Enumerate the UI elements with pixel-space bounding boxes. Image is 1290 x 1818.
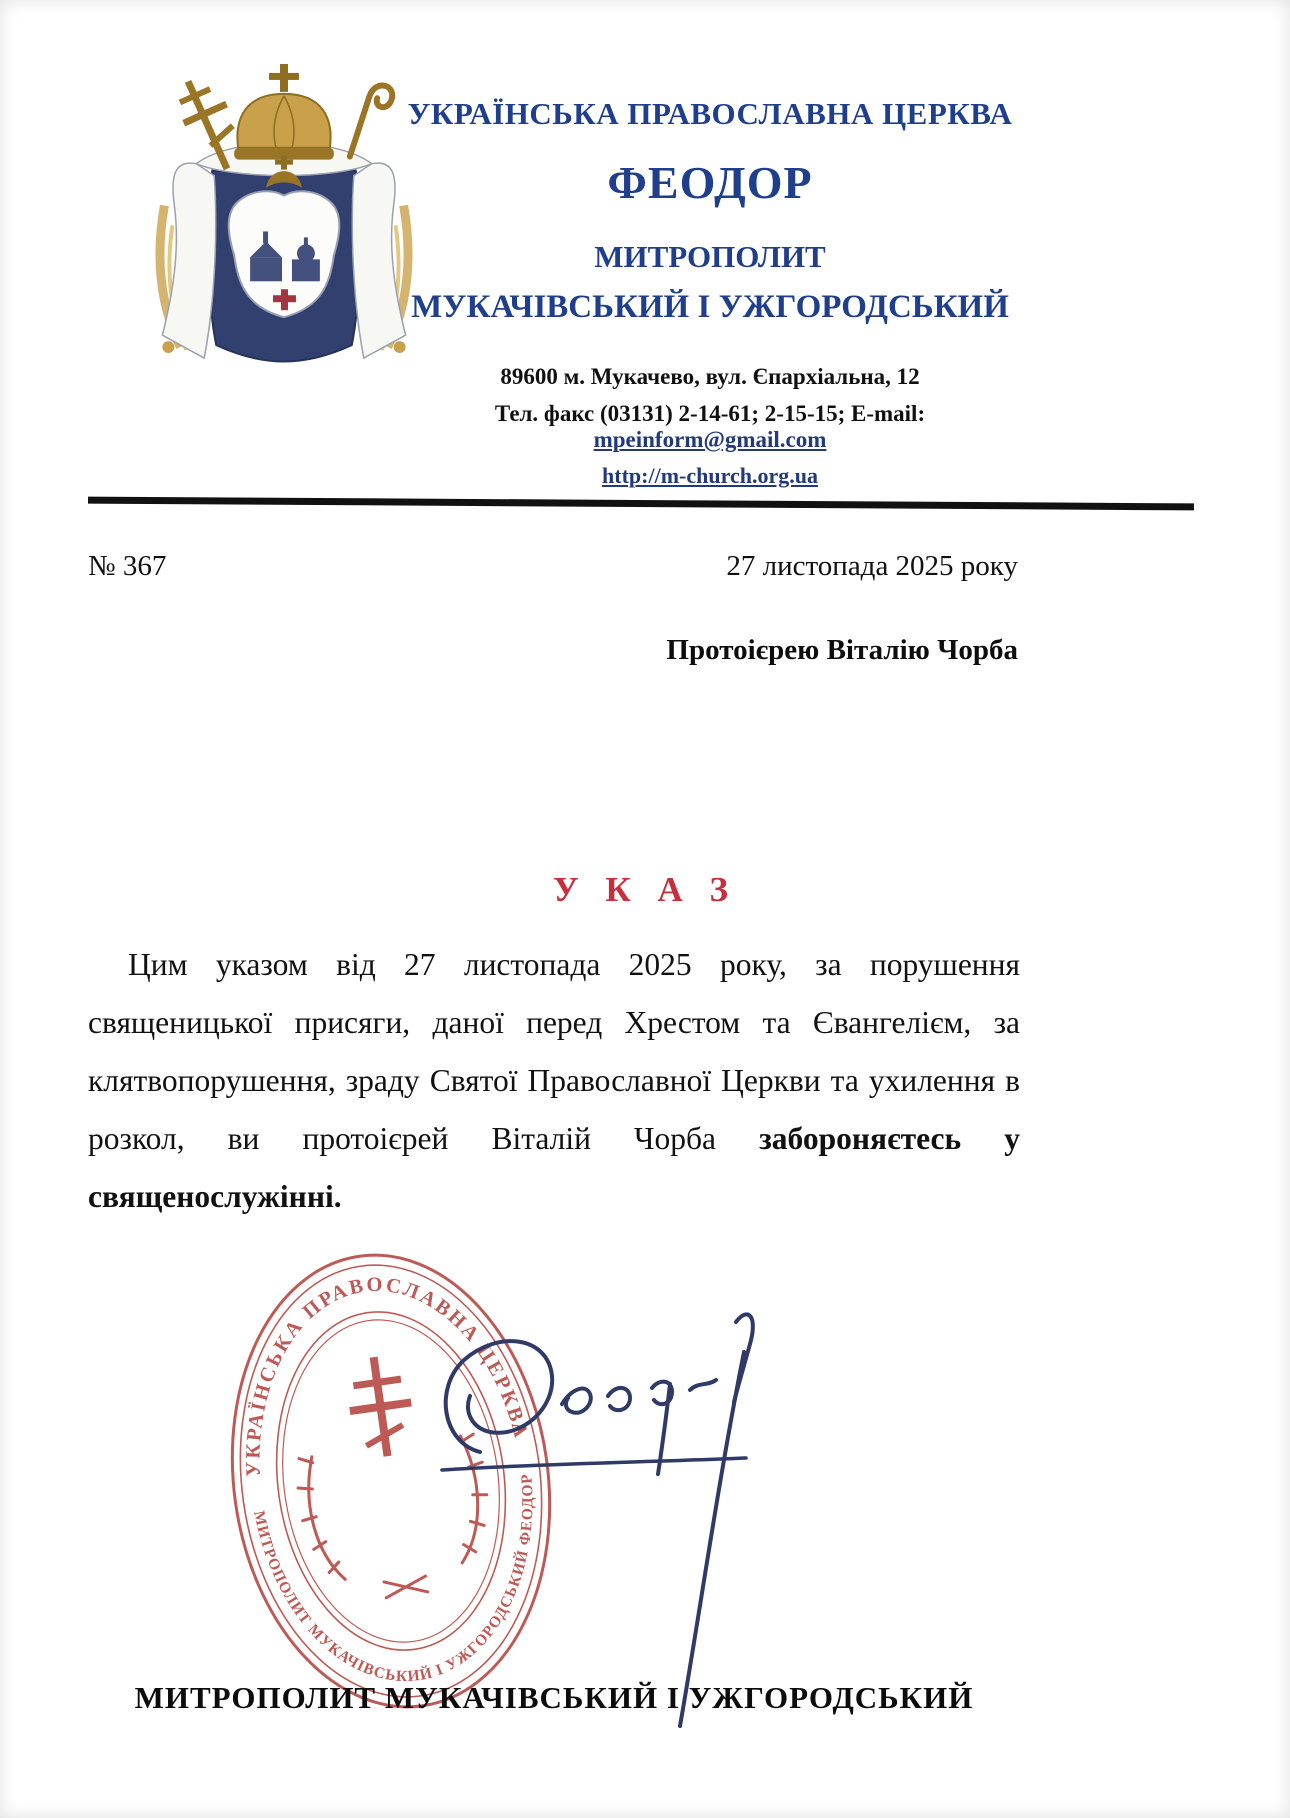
addressee: Протоієрею Віталію Чорба — [666, 634, 1018, 666]
document-date: 27 листопада 2025 року — [726, 550, 1018, 582]
primate-title-line2: МУКАЧІВСЬКИЙ І УЖГОРОДСЬКИЙ — [411, 289, 1009, 325]
decree-heading: У К А З — [552, 870, 738, 909]
signatory-title: МИТРОПОЛИТ МУКАЧІВСЬКИЙ І УЖГОРОДСЬКИЙ — [134, 1680, 974, 1715]
primate-title-line1: МИТРОПОЛИТ — [594, 239, 826, 274]
address-line: 89600 м. Мукачево, вул. Єпархіальна, 12 — [500, 364, 920, 389]
decree-text-bold: забороняєтесь у священослужінні. — [88, 1121, 1020, 1214]
letterhead — [398, 96, 1022, 489]
signature-icon — [412, 1292, 774, 1734]
website-link: http://m-church.org.ua — [602, 463, 818, 488]
church-name: УКРАЇНСЬКА ПРАВОСЛАВНА ЦЕРКВА — [407, 96, 1013, 131]
decree-text-regular: Цим указом від 27 листопада 2025 року, за порушення священицької присяги, даної перед Хрестом та Євангелієм, за клятвопорушення, зраду Святої Православної Церкви та ухилення в розкол, ви протоієрей Віталій Чорба — [88, 947, 1020, 1156]
phone-numbers: Тел. факс (03131) 2-14-61; 2-15-15; E-mail: — [494, 401, 926, 426]
primate-name: ФЕОДОР — [607, 157, 813, 208]
decree-body — [88, 936, 1020, 1226]
document-number: № 367 — [88, 550, 167, 582]
letterhead-divider — [88, 497, 1194, 511]
seal-ring-text-bottom: МИТРОПОЛИТ МУКАЧІВСЬКИЙ І УЖГОРОДСЬКИЙ ФЕОДОР — [250, 1472, 537, 1686]
seal-ring-text-top: УКРАЇНСЬКА ПРАВОСЛАВНА ЦЕРКВА — [242, 1273, 533, 1477]
meta-row — [88, 550, 1018, 583]
coat-of-arms-icon — [133, 56, 435, 370]
email-link: mpeinform@gmail.com — [593, 427, 827, 452]
seal-cross-icon — [343, 1353, 418, 1461]
contact-line — [398, 401, 1022, 453]
